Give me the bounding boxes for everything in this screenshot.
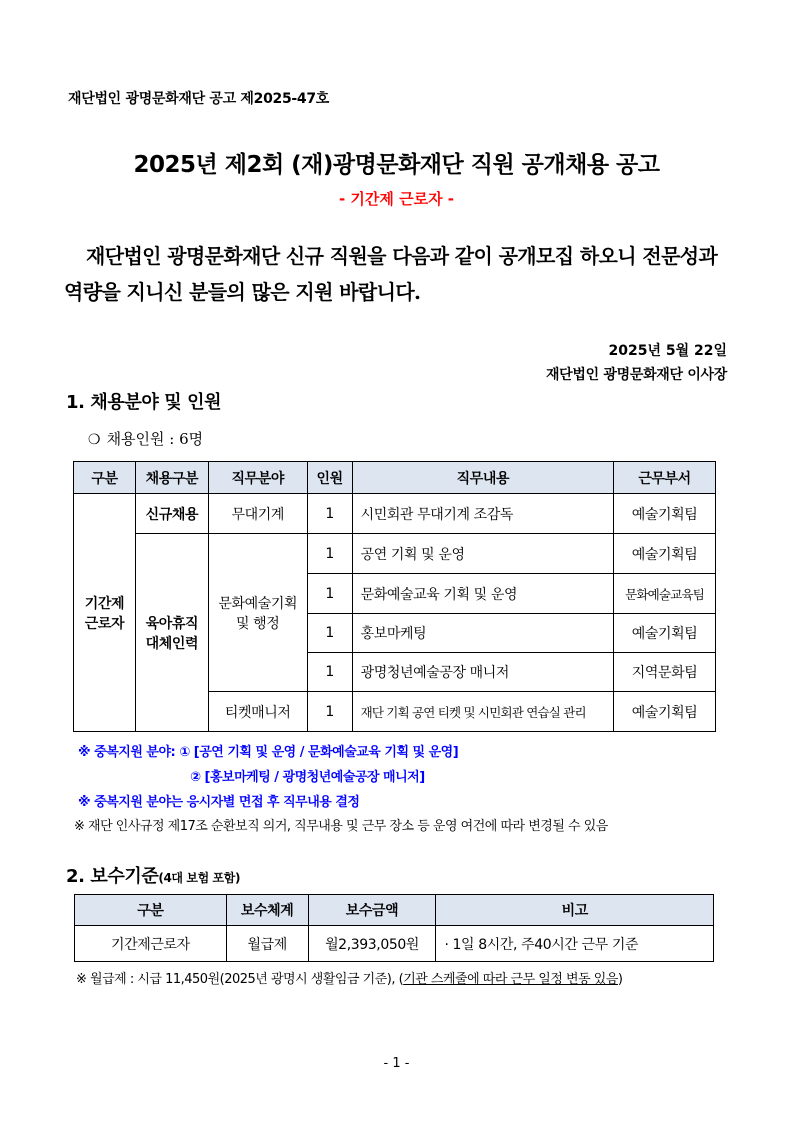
count-cell: 1 — [307, 692, 352, 732]
category-cell: 기간제 근로자 — [74, 494, 136, 732]
dept-cell: 문화예술교육팀 — [614, 574, 716, 614]
section-1-heading: 1. 채용분야 및 인원 — [66, 392, 222, 413]
duty-cell: 광명청년예술공장 매니저 — [352, 653, 614, 692]
note-duplicate-2: ② [홍보마케팅 / 광명청년예술공장 매니저] — [190, 770, 425, 785]
count-cell: 1 — [307, 494, 352, 534]
table-header: 보수금액 — [308, 895, 436, 926]
count-cell: 1 — [307, 534, 352, 574]
duty-cell: 공연 기획 및 운영 — [352, 534, 614, 574]
table-header: 채용구분 — [135, 462, 208, 494]
notice-issuer: 재단법인 광명문화재단 이사장 — [545, 367, 727, 383]
count-cell: 1 — [307, 653, 352, 692]
table-header: 보수체계 — [226, 895, 308, 926]
section-2-title: 2. 보수기준 — [66, 866, 159, 887]
notice-date: 2025년 5월 22일 — [608, 343, 727, 359]
note-duplicate-decision: ※ 중복지원 분야는 응시자별 면접 후 직무내용 결정 — [78, 795, 360, 810]
salary-remark-cell: · 1일 8시간, 주40시간 근무 기준 — [436, 926, 714, 962]
note-rotation: ※ 재단 인사규정 제17조 순환보직 의거, 직무내용 및 근무 장소 등 운영 여건에 따라 변경될 수 있음 — [74, 819, 608, 834]
count-cell: 1 — [307, 614, 352, 653]
note-salary-suffix: ) — [617, 972, 623, 987]
dept-cell: 예술기획팀 — [614, 494, 716, 534]
table-header: 구분 — [75, 895, 227, 926]
hire-type-cell: 육아휴직 대체인력 — [135, 534, 208, 732]
dept-cell: 예술기획팀 — [614, 534, 716, 574]
table-header: 비고 — [436, 895, 714, 926]
table-header: 직무내용 — [352, 462, 614, 494]
recruitment-table — [73, 461, 716, 732]
note-salary — [76, 968, 623, 987]
table-header: 구분 — [74, 462, 136, 494]
page-subtitle: - 기간제 근로자 - — [338, 190, 455, 208]
count-cell: 1 — [307, 574, 352, 614]
dept-cell: 예술기획팀 — [614, 614, 716, 653]
salary-system-cell: 월급제 — [226, 926, 308, 962]
dept-cell: 예술기획팀 — [614, 692, 716, 732]
table-header: 직무분야 — [208, 462, 307, 494]
job-field-cell: 문화예술기획 및 행정 — [208, 534, 307, 692]
hire-type-cell: 신규채용 — [135, 494, 208, 534]
duty-cell: 시민회관 무대기계 조감독 — [352, 494, 614, 534]
notice-number: 재단법인 광명문화재단 공고 제2025-47호 — [68, 91, 330, 107]
table-header: 근무부서 — [614, 462, 716, 494]
recruit-count — [88, 428, 203, 449]
page-title: 2025년 제2회 (재)광명문화재단 직원 공개채용 공고 — [133, 152, 660, 178]
duty-cell: 문화예술교육 기획 및 운영 — [352, 574, 614, 614]
salary-amount-cell: 월2,393,050원 — [308, 926, 436, 962]
salary-type-cell: 기간제근로자 — [75, 926, 227, 962]
section-2-subtitle: (4대 보험 포함) — [158, 871, 241, 885]
job-field-cell: 티켓매니저 — [208, 692, 307, 732]
table-row — [74, 494, 716, 534]
table-row — [74, 534, 716, 574]
table-header: 인원 — [307, 462, 352, 494]
note-salary-underline: 기관 스케줄에 따라 근무 일정 변동 있음 — [403, 972, 618, 987]
note-duplicate-1: ※ 중복지원 분야: ① [공연 기획 및 운영 / 문화예술교육 기획 및 운영] — [78, 745, 459, 760]
page-number: - 1 - — [383, 1056, 410, 1071]
note-salary-prefix: ※ 월급제 : 시급 11,450원(2025년 광명시 생활임금 기준), ( — [76, 972, 404, 987]
recruit-count-text: 채용인원 : 6명 — [106, 430, 204, 448]
dept-cell: 지역문화팀 — [614, 653, 716, 692]
job-field-cell: 무대기계 — [208, 494, 307, 534]
table-row — [75, 926, 714, 962]
duty-cell: 재단 기획 공연 티켓 및 시민회관 연습실 관리 — [352, 692, 614, 732]
duty-cell: 홍보마케팅 — [352, 614, 614, 653]
section-2-heading — [66, 862, 240, 888]
salary-table — [74, 894, 714, 962]
table-header-row — [74, 462, 716, 494]
intro-paragraph: 재단법인 광명문화재단 신규 직원을 다음과 같이 공개모집 하오니 전문성과 역량을 지니신 분들의 많은 지원 바랍니다. — [64, 244, 718, 304]
table-header-row — [75, 895, 714, 926]
bullet-icon: ❍ — [88, 432, 101, 448]
